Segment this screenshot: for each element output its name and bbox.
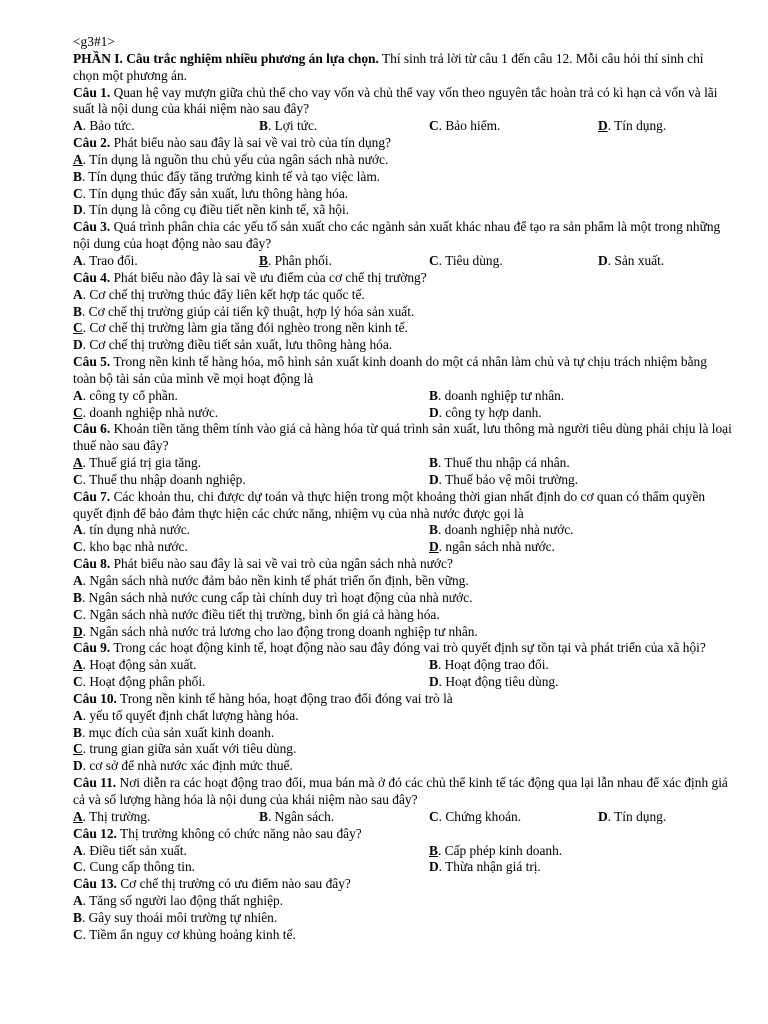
- question-stem: [73, 640, 732, 657]
- option-a: [73, 843, 429, 860]
- option-text: . Thừa nhận giá trị.: [438, 859, 541, 875]
- option-text: . Hoạt động trao đổi.: [437, 657, 549, 673]
- option-text: . doanh nghiệp tư nhân.: [437, 387, 565, 403]
- option-text: . Chứng khoán.: [438, 808, 522, 824]
- question-stem: [73, 826, 732, 843]
- option-letter: B: [73, 168, 82, 184]
- question-stem: [73, 219, 732, 253]
- option-row: [73, 573, 732, 590]
- option-letter: A: [73, 286, 83, 302]
- question-2: [73, 135, 732, 219]
- option-row: [73, 624, 732, 641]
- option-letter: A: [73, 573, 83, 588]
- question-3: [73, 219, 732, 270]
- option-row: [73, 859, 732, 876]
- question-4: [73, 270, 732, 354]
- option-d: [73, 758, 293, 775]
- question-number: Câu 10.: [73, 690, 117, 706]
- option-a: [73, 388, 429, 405]
- question-5: [73, 354, 732, 421]
- question-11: [73, 775, 732, 826]
- question-number: Câu 2.: [73, 135, 111, 151]
- part-instructions: [73, 51, 732, 85]
- option-letter: B: [259, 252, 268, 268]
- option-text: . kho bạc nhà nước.: [82, 539, 188, 555]
- option-text: . Thuế giá trị gia tăng.: [82, 455, 202, 471]
- option-row: [73, 186, 732, 203]
- option-letter: B: [259, 808, 268, 824]
- question-text: Quá trình phân chia các yếu tố sản xuất cho các ngành sản xuất khác nhau để tạo ra sản phẩm là một trong những nội dung của hoạt động nào sau đây?: [73, 219, 721, 252]
- option-c: [73, 674, 429, 691]
- question-stem: [73, 354, 732, 388]
- option-b: [429, 455, 570, 472]
- option-b: [429, 843, 562, 860]
- option-a: [73, 522, 429, 539]
- option-text: . Điều tiết sản xuất.: [82, 842, 187, 858]
- option-row: [73, 708, 732, 725]
- question-text: Trong các hoạt động kinh tế, hoạt động nào sau đây đóng vai trò quyết định sự tồn tại và phát triển của xã hội?: [110, 640, 706, 656]
- question-6: [73, 421, 732, 488]
- question-stem: [73, 876, 732, 893]
- option-letter: A: [73, 842, 83, 858]
- option-text: . doanh nghiệp nhà nước.: [437, 522, 574, 538]
- option-text: . Cơ chế thị trường thúc đẩy liên kết hợp tác quốc tế.: [82, 286, 365, 302]
- option-row: [73, 202, 732, 219]
- option-text: . Cung cấp thông tin.: [82, 859, 195, 875]
- question-text: Cơ chế thị trường có ưu điểm nào sau đây?: [116, 876, 351, 892]
- option-d: [598, 809, 666, 826]
- option-text: . Lợi tức.: [267, 118, 318, 134]
- option-letter: D: [598, 808, 608, 824]
- option-text: . công ty hợp danh.: [438, 404, 542, 420]
- option-a: [73, 893, 283, 910]
- option-b: [73, 304, 414, 321]
- option-text: . yếu tố quyết định chất lượng hàng hóa.: [82, 707, 299, 723]
- question-number: Câu 5.: [73, 354, 111, 370]
- question-7: [73, 489, 732, 556]
- question-number: Câu 7.: [73, 488, 111, 504]
- option-text: . Thị trường.: [82, 808, 151, 824]
- option-text: . công ty cổ phần.: [82, 387, 178, 403]
- question-number: Câu 4.: [73, 269, 111, 285]
- option-row: [73, 741, 732, 758]
- option-row: [73, 758, 732, 775]
- option-letter: C: [73, 741, 83, 757]
- option-row: [73, 809, 732, 826]
- option-d: [429, 539, 555, 556]
- option-c: [73, 405, 429, 422]
- option-text: . Phân phối.: [267, 252, 332, 268]
- option-row: [73, 590, 732, 607]
- option-letter: C: [73, 926, 83, 942]
- option-text: . Tín dụng thúc đẩy tăng trưởng kinh tế và tạo việc làm.: [81, 168, 381, 184]
- question-10: [73, 691, 732, 775]
- question-list: [73, 85, 732, 944]
- question-number: Câu 6.: [73, 421, 111, 437]
- question-number: Câu 13.: [73, 876, 117, 892]
- option-c: [73, 186, 348, 203]
- question-number: Câu 3.: [73, 219, 111, 235]
- option-letter: A: [73, 522, 83, 538]
- question-9: [73, 640, 732, 691]
- option-text: . Cấp phép kinh doanh.: [437, 842, 563, 858]
- option-b: [73, 590, 472, 607]
- option-row: [73, 320, 732, 337]
- option-letter: D: [598, 252, 608, 268]
- option-letter: C: [73, 185, 83, 201]
- option-a: [73, 455, 429, 472]
- option-row: [73, 169, 732, 186]
- option-row: [73, 152, 732, 169]
- question-13: [73, 876, 732, 943]
- question-8: [73, 556, 732, 640]
- option-letter: B: [73, 909, 82, 925]
- option-letter: A: [73, 455, 83, 471]
- option-text: . Tín dụng.: [607, 118, 667, 134]
- question-text: Quan hệ vay mượn giữa chủ thể cho vay vốn và chủ thể vay vốn theo nguyên tắc hoàn trả có kì hạn cả vốn và lãi suất là nội dung của khái niệm nào sau đây?: [73, 84, 718, 117]
- option-letter: C: [429, 118, 439, 134]
- question-12: [73, 826, 732, 877]
- option-letter: B: [73, 303, 82, 319]
- question-stem: [73, 489, 732, 523]
- option-text: . Tín dụng thúc đẩy sản xuất, lưu thông hàng hóa.: [82, 185, 349, 201]
- option-letter: D: [73, 758, 83, 774]
- option-b: [73, 910, 277, 927]
- option-a: [73, 287, 365, 304]
- option-row: [73, 657, 732, 674]
- option-letter: C: [429, 252, 439, 268]
- question-text: Phát biểu nào đây là sai về ưu điểm của cơ chế thị trường?: [110, 269, 427, 285]
- option-letter: A: [73, 387, 83, 403]
- option-a: [73, 253, 259, 270]
- option-letter: B: [259, 118, 268, 134]
- option-d: [429, 472, 578, 489]
- option-row: [73, 388, 732, 405]
- question-text: Thị trường không có chức năng nào sau đây?: [116, 825, 362, 841]
- option-row: [73, 304, 732, 321]
- option-text: . Ngân sách nhà nước cung cấp tài chính duy trì hoạt động của nhà nước.: [81, 589, 473, 605]
- option-row: [73, 522, 732, 539]
- question-text: Trong nền kinh tế hàng hóa, hoạt động trao đổi đóng vai trò là: [116, 690, 453, 706]
- option-letter: B: [73, 724, 82, 740]
- option-d: [73, 624, 478, 641]
- option-c: [429, 118, 598, 135]
- option-b: [259, 253, 429, 270]
- option-letter: B: [429, 387, 438, 403]
- option-text: . Tiêu dùng.: [438, 252, 503, 268]
- option-d: [429, 859, 541, 876]
- option-text: . Hoạt động phân phối.: [82, 674, 206, 690]
- question-number: Câu 8.: [73, 556, 111, 572]
- option-row: [73, 607, 732, 624]
- option-letter: C: [73, 471, 83, 487]
- option-a: [73, 657, 429, 674]
- option-b: [259, 809, 429, 826]
- question-text: Phát biểu nào sau đây là sai về vai trò của ngân sách nhà nước?: [110, 556, 453, 572]
- option-text: . Tăng số người lao động thất nghiệp.: [82, 893, 284, 909]
- option-text: . tín dụng nhà nước.: [82, 522, 190, 538]
- option-b: [429, 388, 564, 405]
- option-row: [73, 910, 732, 927]
- option-letter: B: [429, 842, 438, 858]
- option-c: [429, 809, 598, 826]
- option-a: [73, 708, 299, 725]
- option-letter: C: [429, 808, 439, 824]
- option-text: . Thuế thu nhập cá nhân.: [437, 455, 570, 471]
- question-stem: [73, 270, 732, 287]
- option-row: [73, 674, 732, 691]
- option-text: . Gây suy thoái môi trường tự nhiên.: [81, 909, 278, 925]
- option-d: [598, 253, 664, 270]
- option-letter: B: [429, 455, 438, 471]
- question-text: Nơi diễn ra các hoạt động trao đổi, mua bán mà ở đó các chủ thể kinh tế tác động qua lại lẫn nhau để xác định giá cả và số lượng hàng hóa là nội dung của khái niệm nào sau đây?: [73, 775, 728, 807]
- option-letter: C: [73, 539, 83, 555]
- option-letter: C: [73, 859, 83, 875]
- option-row: [73, 893, 732, 910]
- option-text: . Bảo hiểm.: [438, 118, 501, 134]
- option-letter: C: [73, 606, 83, 622]
- option-row: [73, 455, 732, 472]
- option-c: [73, 539, 429, 556]
- option-row: [73, 927, 732, 944]
- option-letter: D: [73, 623, 83, 639]
- question-number: Câu 11.: [73, 775, 117, 791]
- option-row: [73, 539, 732, 556]
- option-text: . Tín dụng là công cụ điều tiết nền kinh tế, xã hội.: [82, 202, 350, 218]
- option-b: [429, 657, 549, 674]
- part-text: Thí sinh trả lời từ câu 1 đến câu 12. Mỗi câu hỏi thí sinh chỉ chọn một phương án.: [73, 50, 704, 83]
- option-text: . Ngân sách nhà nước trả lương cho lao động trong doanh nghiệp tư nhân.: [82, 623, 478, 639]
- option-row: [73, 253, 732, 270]
- question-text: Trong nền kinh tế hàng hóa, mô hình sản xuất kinh doanh do một cá nhân làm chủ và tự chịu trách nhiệm bằng toàn bộ tài sản của mình về mọi hoạt động là: [73, 354, 707, 386]
- option-letter: B: [429, 522, 438, 538]
- option-d: [429, 674, 558, 691]
- question-text: Khoản tiền tăng thêm tính vào giá cả hàng hóa từ quá trình sản xuất, lưu thông mà người tiêu dùng phải chịu là loại thuế nào sau đây?: [73, 421, 732, 454]
- option-d: [73, 337, 392, 354]
- option-c: [73, 741, 296, 758]
- option-letter: D: [429, 471, 439, 487]
- option-a: [73, 118, 259, 135]
- option-d: [598, 118, 666, 135]
- option-text: . Bảo tức.: [82, 118, 135, 134]
- option-text: . Cơ chế thị trường điều tiết sản xuất, lưu thông hàng hóa.: [82, 337, 393, 353]
- question-stem: [73, 556, 732, 573]
- option-letter: D: [429, 674, 439, 690]
- option-c: [73, 859, 429, 876]
- option-letter: A: [73, 707, 83, 723]
- option-letter: D: [73, 202, 83, 218]
- option-text: . cơ sở để nhà nước xác định mức thuế.: [82, 758, 293, 774]
- option-text: . doanh nghiệp nhà nước.: [82, 404, 219, 420]
- option-a: [73, 573, 469, 590]
- option-c: [73, 927, 296, 944]
- question-stem: [73, 85, 732, 119]
- option-letter: A: [73, 657, 83, 673]
- option-text: . Ngân sách.: [267, 808, 335, 824]
- question-stem: [73, 775, 732, 809]
- option-row: [73, 118, 732, 135]
- option-text: . Thuế thu nhập doanh nghiệp.: [82, 471, 246, 487]
- question-text: Các khoản thu, chi được dự toán và thực hiện trong một khoảng thời gian nhất định do cơ quan có thẩm quyền quyết định để bảo đảm thực hiện các chức năng, nhiệm vụ của nhà nước được gọi là: [73, 488, 706, 521]
- option-row: [73, 725, 732, 742]
- question-stem: [73, 421, 732, 455]
- option-letter: A: [73, 893, 83, 909]
- option-letter: D: [598, 118, 608, 134]
- option-text: . Ngân sách nhà nước đảm bảo nền kinh tế phát triển ổn định, bền vững.: [82, 573, 469, 588]
- option-letter: D: [429, 859, 439, 875]
- option-a: [73, 152, 388, 169]
- option-c: [429, 253, 598, 270]
- option-text: . Tín dụng là nguồn thu chủ yếu của ngân sách nhà nước.: [82, 151, 389, 167]
- option-b: [429, 522, 574, 539]
- option-letter: D: [73, 337, 83, 353]
- option-d: [429, 405, 542, 422]
- option-text: . mục đích của sản xuất kinh doanh.: [81, 724, 275, 740]
- part-label: PHẦN I. Câu trắc nghiệm nhiều phương án lựa chọn.: [73, 50, 379, 66]
- question-stem: [73, 135, 732, 152]
- option-text: . Thuế bảo vệ môi trường.: [438, 471, 579, 487]
- option-text: . Cơ chế thị trường làm gia tăng đói nghèo trong nền kinh tế.: [82, 320, 408, 336]
- option-letter: A: [73, 252, 83, 268]
- option-b: [73, 725, 274, 742]
- option-text: . Hoạt động sản xuất.: [82, 657, 197, 673]
- option-letter: C: [73, 404, 83, 420]
- option-text: . ngân sách nhà nước.: [438, 539, 555, 555]
- option-letter: B: [73, 589, 82, 605]
- option-text: . trung gian giữa sản xuất với tiêu dùng.: [82, 741, 297, 757]
- option-b: [73, 169, 380, 186]
- option-letter: A: [73, 118, 83, 134]
- option-text: . Tín dụng.: [607, 808, 667, 824]
- option-d: [73, 202, 349, 219]
- question-1: [73, 85, 732, 136]
- option-row: [73, 287, 732, 304]
- option-text: . Hoạt động tiêu dùng.: [438, 674, 559, 690]
- option-letter: D: [429, 539, 439, 555]
- option-row: [73, 472, 732, 489]
- option-text: . Trao đổi.: [82, 252, 138, 268]
- option-row: [73, 405, 732, 422]
- option-text: . Tiềm ẩn nguy cơ khủng hoảng kinh tế.: [82, 926, 296, 942]
- option-letter: C: [73, 674, 83, 690]
- question-text: Phát biểu nào sau đây là sai về vai trò của tín dụng?: [110, 135, 391, 151]
- option-letter: A: [73, 151, 83, 167]
- option-text: . Sản xuất.: [607, 252, 665, 268]
- question-number: Câu 1.: [73, 84, 111, 100]
- option-a: [73, 809, 259, 826]
- option-letter: A: [73, 808, 83, 824]
- question-stem: [73, 691, 732, 708]
- option-b: [259, 118, 429, 135]
- option-c: [73, 320, 408, 337]
- option-text: . Cơ chế thị trường giúp cải tiến kỹ thuật, hợp lý hóa sản xuất.: [81, 303, 415, 319]
- option-letter: D: [429, 404, 439, 420]
- option-c: [73, 607, 440, 624]
- question-number: Câu 9.: [73, 640, 111, 656]
- option-c: [73, 472, 429, 489]
- option-letter: B: [429, 657, 438, 673]
- option-row: [73, 337, 732, 354]
- question-number: Câu 12.: [73, 825, 117, 841]
- option-row: [73, 843, 732, 860]
- option-letter: C: [73, 320, 83, 336]
- option-text: . Ngân sách nhà nước điều tiết thị trường, bình ổn giá cả hàng hóa.: [82, 606, 440, 622]
- page-header: <g3#1>: [73, 34, 115, 49]
